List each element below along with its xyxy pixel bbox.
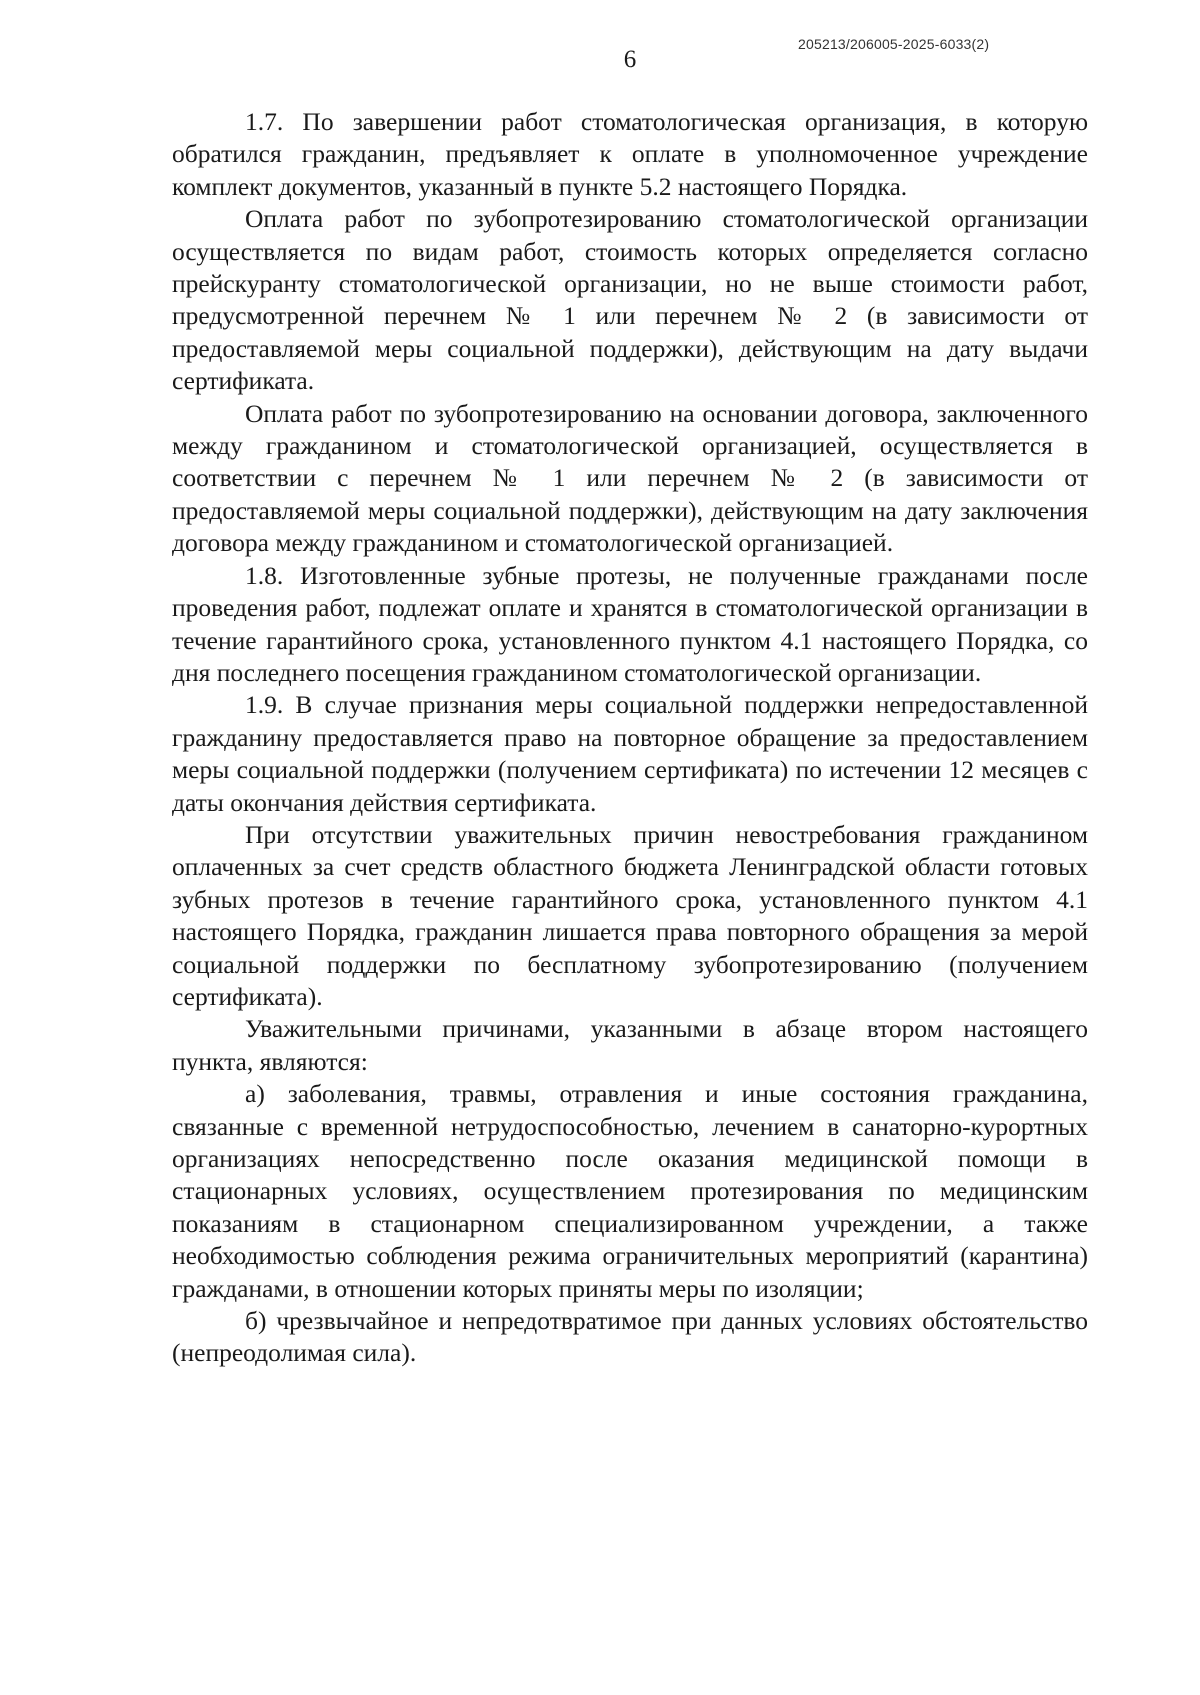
paragraph-valid-reasons-intro: Уважительными причинами, указанными в абзаце втором настоящего пункта, являются: (172, 1014, 1088, 1076)
paragraph-1-7: 1.7. По завершении работ стоматологическая организация, в которую обратился гражданин, предъявляет к оплате в уполномоченное учреждение комплект документов, указанный в пункте 5.2 настоящего Порядка. (172, 107, 1088, 201)
document-id: 205213/206005-2025-6033(2) (798, 36, 990, 52)
paragraph-1-9: 1.9. В случае признания меры социальной поддержки непредоставленной гражданину предоставляется право на повторное обращение за предоставлением меры социальной поддержки (получением сертификата) по истечении 12 месяцев с даты окончания действия сертификата. (172, 690, 1088, 817)
paragraph-reason-a: а) заболевания, травмы, отравления и иные состояния гражданина, связанные с временной нетрудоспособностью, лечением в санаторно-курортных организациях непосредственно после оказания медицинской помощи в стационарных условиях, осуществлением протезирования по медицинским показаниям в стационарном специализированном учреждении, а также необходимостью соблюдения режима ограничительных мероприятий (карантина) гражданами, в отношении которых приняты меры по изоляции; (172, 1079, 1088, 1303)
paragraph-1-8: 1.8. Изготовленные зубные протезы, не полученные гражданами после проведения работ, подлежат оплате и хранятся в стоматологической организации в течение гарантийного срока, установленного пунктом 4.1 настоящего Порядка, со дня последнего посещения гражданином стоматологической организации. (172, 560, 1088, 687)
paragraph-no-valid-reasons: При отсутствии уважительных причин невостребования гражданином оплаченных за счет средств областного бюджета Ленинградской области готовых зубных протезов в течение гарантийного срока, установленного пунктом 4.1 настоящего Порядка, гражданин лишается права повторного обращения за мерой социальной поддержки по бесплатному зубопротезированию (получением сертификата). (172, 819, 1088, 1011)
paragraph-reason-b: б) чрезвычайное и непредотвратимое при данных условиях обстоятельство (непреодолимая сила). (172, 1306, 1088, 1368)
paragraph-contract-payment: Оплата работ по зубопротезированию на основании договора, заключенного между гражданином и стоматологической организацией, осуществляется в соответствии с перечнем № 1 или перечнем № 2 (в зависимости от предоставляемой меры социальной поддержки), действующим на дату заключения договора между гражданином и стоматологической организацией. (172, 398, 1088, 558)
document-body (172, 106, 1088, 1370)
paragraph-payment-terms: Оплата работ по зубопротезированию стоматологической организации осуществляется по видам работ, стоимость которых определяется согласно прейскуранту стоматологической организации, но не выше стоимости работ, предусмотренной перечнем № 1 или перечнем № 2 (в зависимости от предоставляемой меры социальной поддержки), действующим на дату выдачи сертификата. (172, 204, 1088, 396)
page-number: 6 (623, 46, 637, 73)
